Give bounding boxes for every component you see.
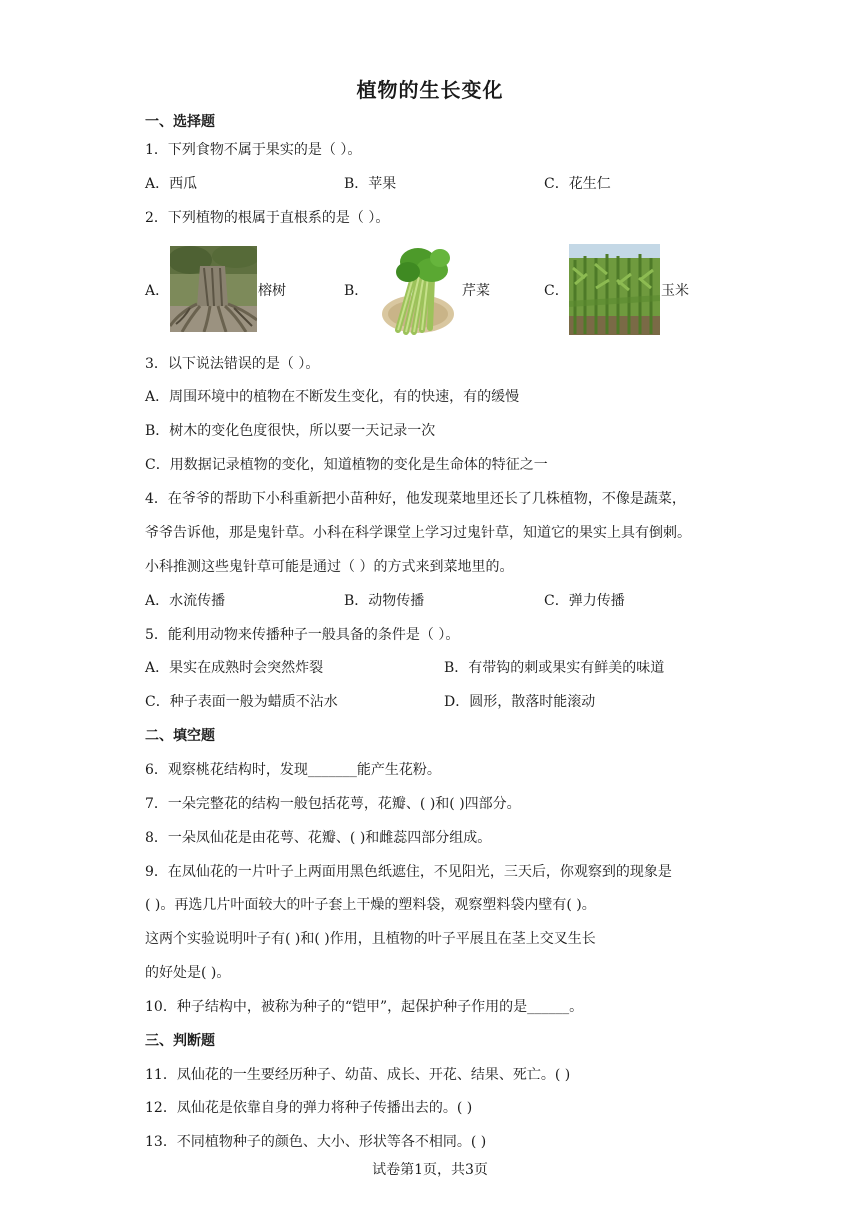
question-5-option-a: A．果实在成熟时会突然炸裂 [145,660,324,676]
question-2-option-b-label: B． [344,283,369,299]
question-6: 6．观察桃花结构时，发现_______能产生花粉。 [145,762,441,778]
section-heading-choice: 一、选择题 [145,114,215,130]
question-8: 8．一朵凤仙花是由花萼、花瓣、( )和雌蕊四部分组成。 [145,830,492,846]
question-4-line-3: 小科推测这些鬼针草可能是通过（ ）的方式来到菜地里的。 [145,559,514,575]
banyan-tree-image [170,246,257,332]
question-3-option-a: A．周围环境中的植物在不断发生变化，有的快速，有的缓慢 [145,389,520,405]
question-3-option-c: C．用数据记录植物的变化，知道植物的变化是生命体的特征之一 [145,457,548,473]
question-11: 11．凤仙花的一生要经历种子、幼苗、成长、开花、结果、死亡。( ) [145,1067,571,1083]
question-2-option-c-label: C． [544,283,569,299]
question-4-line-1: 4．在爷爷的帮助下小科重新把小苗种好，他发现菜地里还长了几株植物，不像是蔬菜， [145,491,686,507]
question-1-stem: 1．下列食物不属于果实的是（ ）。 [145,142,362,158]
question-2-option-a-name: 榕树 [258,283,286,299]
question-4-line-2: 爷爷告诉他，那是鬼针草。小科在科学课堂上学习过鬼针草，知道它的果实上具有倒刺。 [145,525,691,541]
question-4-option-b: B．动物传播 [344,593,425,609]
question-1-option-c: C．花生仁 [544,176,611,192]
question-4-option-c: C．弹力传播 [544,593,625,609]
question-4-option-a: A．水流传播 [145,593,226,609]
corn-field-image [569,244,660,335]
page-title: 植物的生长变化 [356,78,504,102]
question-5-option-b: B．有带钩的刺或果实有鲜美的味道 [444,660,665,676]
question-2-option-a-label: A． [145,283,170,299]
question-3-stem: 3．以下说法错误的是（ ）。 [145,356,320,372]
question-1-option-a: A．西瓜 [145,176,198,192]
question-12: 12．凤仙花是依靠自身的弹力将种子传播出去的。( ) [145,1100,473,1116]
question-9-line-3: 这两个实验说明叶子有( )和( )作用，且植物的叶子平展且在茎上交叉生长 [145,931,596,947]
page-footer: 试卷第1页，共3页 [372,1162,488,1178]
question-5-option-d: D．圆形，散落时能滚动 [444,694,596,710]
question-2-stem: 2．下列植物的根属于直根系的是（ ）。 [145,210,390,226]
question-5-stem: 5．能利用动物来传播种子一般具备的条件是（ ）。 [145,627,460,643]
question-2-option-b-name: 芹菜 [462,283,490,299]
question-2-option-c-name: 玉米 [661,283,689,299]
question-9-line-4: 的好处是( )。 [145,965,231,981]
celery-image [380,244,460,335]
question-7: 7．一朵完整花的结构一般包括花萼，花瓣、( )和( )四部分。 [145,796,521,812]
question-5-option-c: C．种子表面一般为蜡质不沾水 [145,694,338,710]
question-10: 10．种子结构中，被称为种子的“铠甲”，起保护种子作用的是______。 [145,999,584,1015]
question-9-line-1: 9．在凤仙花的一片叶子上两面用黑色纸遮住，不见阳光，三天后，你观察到的现象是 [145,864,672,880]
question-13: 13．不同植物种子的颜色、大小、形状等各不相同。( ) [145,1134,487,1150]
question-1-option-b: B．苹果 [344,176,397,192]
section-heading-true-false: 三、判断题 [145,1033,215,1049]
question-9-line-2: ( )。再选几片叶面较大的叶子套上干燥的塑料袋，观察塑料袋内壁有( )。 [145,897,596,913]
question-3-option-b: B．树木的变化色度很快，所以要一天记录一次 [145,423,436,439]
section-heading-fill-blank: 二、填空题 [145,728,215,744]
